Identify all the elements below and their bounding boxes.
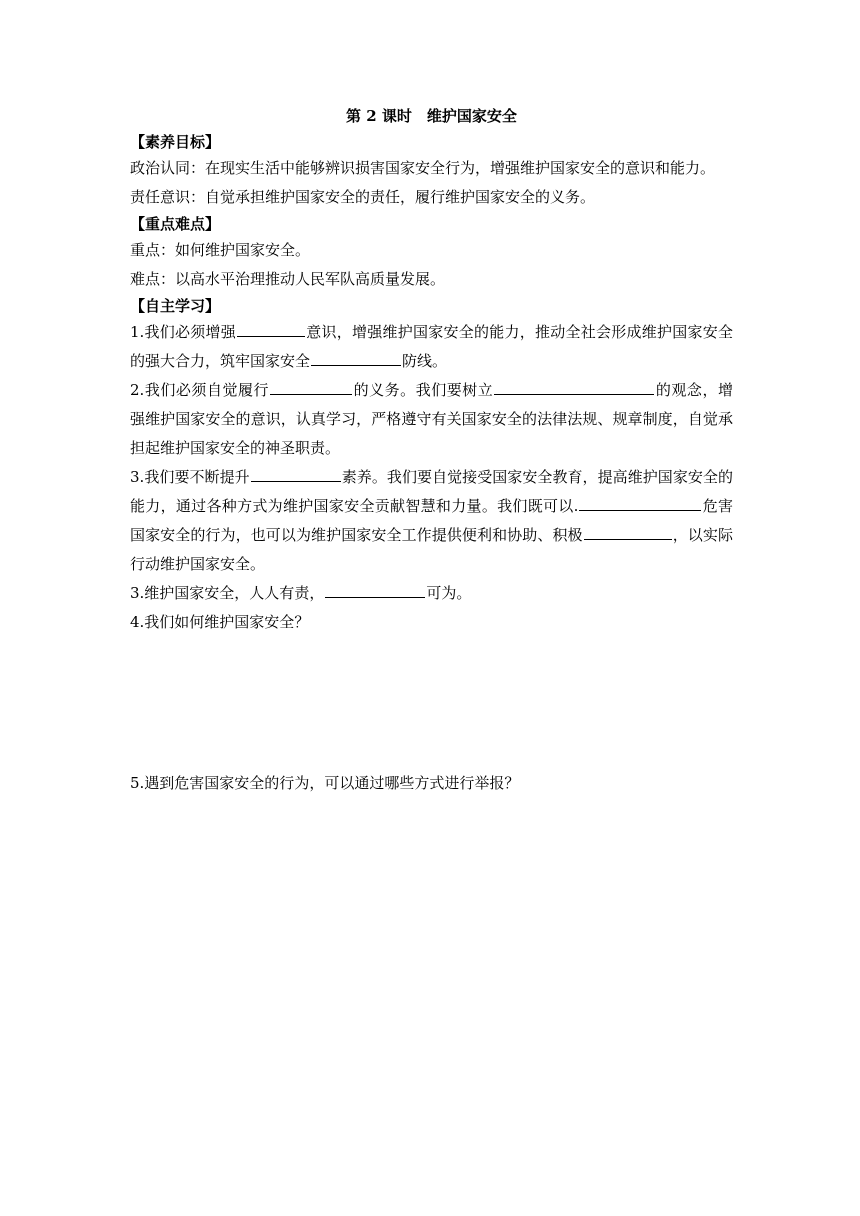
goals-heading: 【素养目标】: [130, 133, 221, 151]
question-3a: [130, 463, 733, 579]
key-point: 重点：如何维护国家安全。: [130, 241, 311, 259]
q3a-text-a: 3.我们要不断提升: [130, 468, 250, 486]
question-5: 5.遇到危害国家安全的行为，可以通过哪些方式进行举报？: [130, 774, 520, 792]
goal-political-identity: 政治认同：在现实生活中能够辨识损害国家安全行为，增强维护国家安全的意识和能力。: [130, 159, 716, 177]
question-2: [130, 376, 733, 463]
q1-blank-2[interactable]: [311, 347, 401, 366]
q1-blank-1[interactable]: [237, 318, 305, 337]
q3b-blank-1[interactable]: [325, 579, 425, 598]
q3a-text-b: 素养。我们要自觉接受国家安全教育，提高维护国家安全的能力，通过各种方式为维护国家安全贡献智慧和力量。我们既可以: [130, 468, 734, 515]
worksheet-content: [130, 104, 733, 1098]
q3a-blank-1[interactable]: [251, 463, 341, 482]
q1-text-b: 意识，增强维护国家安全的能力，推动全社会形成维护国家安全的强大合力，筑牢国家安全: [130, 323, 733, 370]
key-points-heading: 【重点难点】: [130, 215, 221, 233]
q3a-blank-2[interactable]: [579, 492, 701, 511]
q3a-text-e: ，以实际行动维护国家安全。: [130, 526, 733, 573]
question-3b: [130, 579, 733, 608]
q2-text-c: 的观念，增强维护国家安全的意识，认真学习，严格遵守有关国家安全的法律法规、规章制度，自觉承担起维护国家安全的神圣职责。: [130, 381, 733, 457]
answer-space-q4[interactable]: [130, 637, 733, 769]
difficult-point: 难点：以高水平治理推动人民军队高质量发展。: [130, 270, 446, 288]
goal-responsibility: 责任意识：自觉承担维护国家安全的责任，履行维护国家安全的义务。: [130, 188, 596, 206]
self-study-heading: 【自主学习】: [130, 297, 221, 315]
q1-text-a: 1.我们必须增强: [130, 323, 237, 341]
q3b-text-a: 3.维护国家安全，人人有责，: [130, 584, 325, 602]
answer-space-q5[interactable]: [130, 798, 733, 1098]
q2-blank-1[interactable]: [270, 376, 352, 395]
q3a-blank-3[interactable]: [584, 521, 672, 540]
question-1: [130, 318, 733, 376]
q2-text-a: 2.我们必须自觉履行: [130, 381, 270, 399]
q3a-text-c: .: [573, 497, 579, 515]
q3a-text-d: 危害国家安全的行为，也可以为维护国家安全工作提供便利和协助、积极: [130, 497, 733, 544]
q3b-text-b: 可为。: [426, 584, 472, 602]
q2-blank-2[interactable]: [494, 376, 654, 395]
q1-text-c: 防线。: [402, 352, 448, 370]
q2-text-b: 的义务。我们要树立: [353, 381, 494, 399]
question-4: 4.我们如何维护国家安全？: [130, 613, 310, 631]
page-title: 第 2 课时 维护国家安全: [346, 107, 517, 125]
